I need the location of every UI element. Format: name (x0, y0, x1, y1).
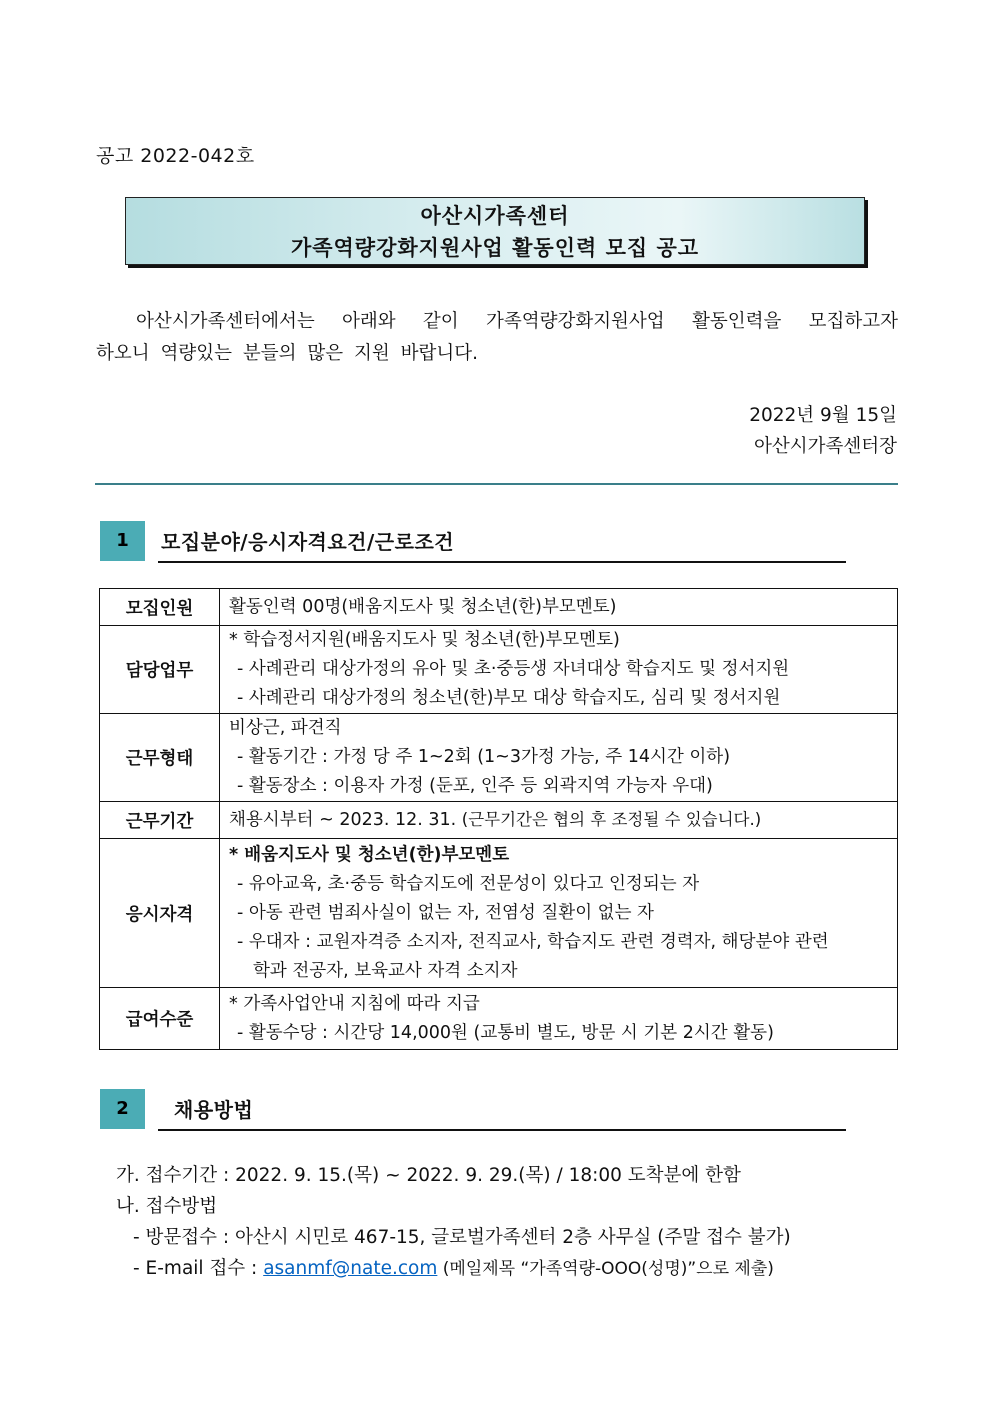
row-line: - 활동장소 : 이용자 가정 (둔포, 인주 등 외곽지역 가능자 우대) (237, 776, 713, 796)
row-content (220, 626, 898, 714)
application-period: 가. 접수기간 : 2022. 9. 15.(목) ~ 2022. 9. 29.(목) / 18:00 도착분에 한함 (116, 1165, 741, 1186)
row-line: 학과 전공자, 보육교사 자격 소지자 (253, 960, 518, 981)
conditions-table (99, 588, 898, 1050)
table-row (100, 589, 898, 626)
table-row (100, 988, 898, 1050)
title-line-1: 아산시가족센터 (420, 204, 570, 228)
application-method (116, 1160, 791, 1285)
row-line: - 아동 관련 범죄사실이 없는 자, 전염성 질환이 없는 자 (237, 902, 654, 923)
email-suffix: (메일제목 “가족역량-OOO(성명)”으로 제출) (437, 1259, 774, 1279)
method-label: 나. 접수방법 (116, 1196, 218, 1217)
intro-line-2: 하오니 역량있는 분들의 많은 지원 바랍니다. (96, 343, 478, 364)
row-line: - 활동수당 : 시간당 14,000원 (교통비 별도, 방문 시 기본 2시간 활동) (237, 1022, 774, 1043)
row-line: * 배움지도사 및 청소년(한)부모멘토 (229, 844, 510, 865)
row-header: 담당업무 (100, 626, 220, 714)
title-line-2: 가족역량강화지원사업 활동인력 모집 공고 (290, 236, 700, 260)
email-link[interactable]: asanmf@nate.com (263, 1258, 438, 1279)
table-row (100, 626, 898, 714)
row-line: - 유아교육, 초·중등 학습지도에 전문성이 있다고 인정되는 자 (237, 873, 700, 894)
section-1-underline (158, 561, 846, 563)
row-content (220, 589, 898, 626)
section-1-title: 모집분야/응시자격요건/근로조건 (161, 530, 455, 554)
section-2-underline (158, 1129, 846, 1131)
email-method (116, 1253, 791, 1285)
signature-block (749, 400, 897, 462)
section-2-title: 채용방법 (174, 1098, 254, 1122)
issuer-name: 아산시가족센터장 (754, 436, 897, 457)
row-line: - 활동기간 : 가정 당 주 1~2회 (1~3가정 가능, 주 14시간 이하) (237, 747, 731, 767)
row-line: * 학습정서지원(배움지도사 및 청소년(한)부모멘토) (229, 630, 620, 650)
row-content (220, 839, 898, 988)
row-header: 근무형태 (100, 714, 220, 802)
intro-paragraph (96, 306, 898, 370)
announcement-date: 2022년 9월 15일 (749, 405, 897, 426)
row-line: 활동인력 00명(배움지도사 및 청소년(한)부모멘토) (229, 596, 617, 617)
row-header: 모집인원 (100, 589, 220, 626)
table-row (100, 714, 898, 802)
row-line: - 사례관리 대상가정의 유아 및 초·중등생 자녀대상 학습지도 및 정서지원 (237, 659, 790, 679)
email-prefix: - E-mail 접수 : (133, 1258, 264, 1279)
row-header: 급여수준 (100, 988, 220, 1050)
section-1-number: 1 (100, 521, 145, 561)
row-content (220, 802, 898, 839)
row-line: - 우대자 : 교원자격증 소지자, 전직교사, 학습지도 관련 경력자, 해당분야 관련 (237, 931, 829, 952)
row-line-note: (근무기간은 협의 후 조정될 수 있습니다.) (461, 810, 762, 829)
row-line: 채용시부터 ~ 2023. 12. 31. (229, 810, 457, 830)
row-content (220, 714, 898, 802)
visit-method: - 방문접수 : 아산시 시민로 467-15, 글로벌가족센터 2층 사무실 (주말 접수 불가) (133, 1227, 791, 1248)
row-header: 근무기간 (100, 802, 220, 839)
row-header: 응시자격 (100, 839, 220, 988)
intro-line-1: 아산시가족센터에서는 아래와 같이 가족역량강화지원사업 활동인력을 모집하고자 (136, 311, 898, 332)
table-row (100, 802, 898, 839)
section-2-number: 2 (100, 1089, 145, 1129)
notice-number: 공고 2022-042호 (96, 145, 255, 167)
row-line: - 사례관리 대상가정의 청소년(한)부모 대상 학습지도, 심리 및 정서지원 (237, 688, 781, 708)
table-row (100, 839, 898, 988)
row-line: * 가족사업안내 지침에 따라 지급 (229, 993, 480, 1014)
row-line: 비상근, 파견직 (229, 718, 342, 738)
row-content (220, 988, 898, 1050)
divider (95, 483, 898, 485)
title-box (125, 197, 865, 265)
